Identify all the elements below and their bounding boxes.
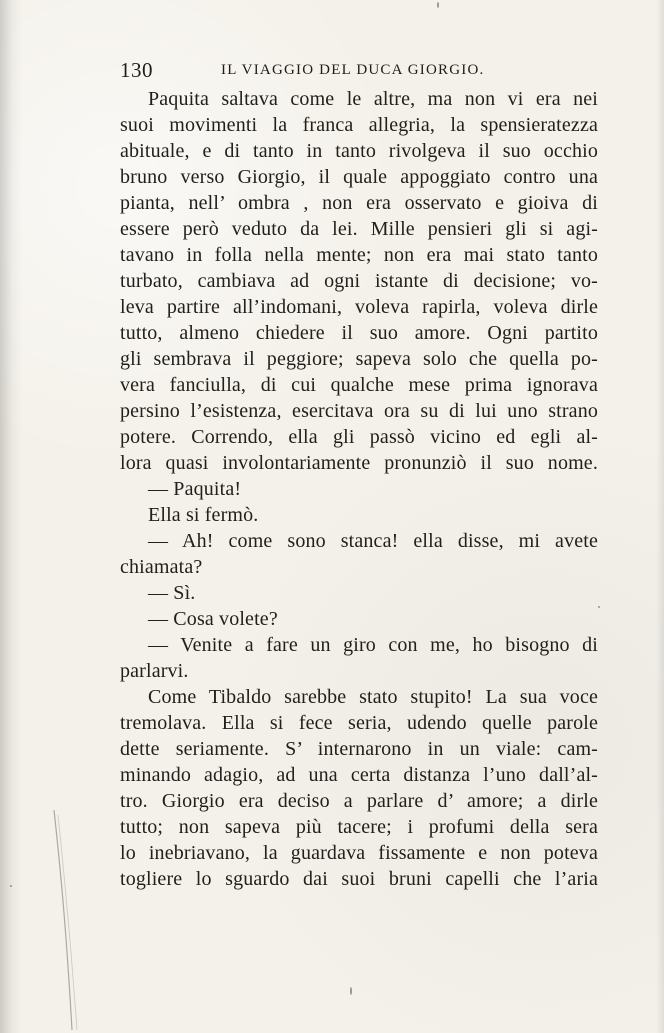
dialogue-line: — Venite a fare un giro con me, ho bisogno di [148, 634, 598, 656]
text-line: lo inebriavano, la guardava fissamente e non poteva [120, 842, 598, 864]
scan-speck [350, 987, 352, 995]
text-line: tutto; non sapeva più tacere; i profumi della sera [120, 816, 598, 838]
text-line: Ella si fermò. [148, 504, 259, 526]
text-line: pianta, nell’ ombra , non era osservato e gioiva di [120, 192, 598, 214]
text-line: Come Tibaldo sarebbe stato stupito! La sua voce [148, 686, 598, 708]
scan-speck [598, 606, 600, 608]
scan-speck [437, 2, 439, 8]
text-line: tremolava. Ella si fece seria, udendo quelle parole [120, 712, 598, 734]
text-line: tutto, almeno chiedere il suo amore. Ogni partito [120, 322, 598, 344]
text-line: leva partire all’indomani, voleva rapirla, voleva dirle [120, 296, 598, 318]
page-fold-mark-drawing [50, 810, 88, 1030]
page-binding-shadow [0, 0, 22, 1033]
text-line: gli sembrava il peggiore; sapeva solo che quella po- [120, 348, 598, 370]
text-line: suoi movimenti la franca allegria, la spensieratezza [120, 114, 598, 136]
text-line: essere però veduto da lei. Mille pensieri gli si agi- [120, 218, 598, 240]
dialogue-line: — Ah! come sono stanca! ella disse, mi avete [148, 530, 598, 552]
text-line: bruno verso Giorgio, il quale appoggiato contro una [120, 166, 598, 188]
text-line: turbato, cambiava ad ogni istante di decisione; vo- [120, 270, 598, 292]
page-right-edge-shadow [656, 0, 664, 1033]
running-title: IL VIAGGIO DEL DUCA GIORGIO. [221, 62, 485, 78]
text-line: dette seriamente. S’ internarono in un viale: cam- [120, 738, 598, 760]
dialogue-line: — Paquita! [148, 478, 242, 500]
text-line: abituale, e di tanto in tanto rivolgeva il suo occhio [120, 140, 598, 162]
dialogue-line: — Cosa volete? [148, 608, 278, 630]
page-header [120, 58, 570, 88]
scan-speck [10, 885, 12, 887]
text-line: togliere lo sguardo dai suoi bruni capelli che l’aria [120, 868, 598, 890]
page-fold-mark [50, 810, 88, 1030]
text-line: parlarvi. [120, 660, 189, 682]
text-line: persino l’esistenza, esercitava ora su di lui uno strano [120, 400, 598, 422]
text-line: potere. Correndo, ella gli passò vicino ed egli al- [120, 426, 598, 448]
text-line: Paquita saltava come le altre, ma non vi era nei [148, 88, 598, 110]
text-line: tro. Giorgio era deciso a parlare d’ amore; a dirle [120, 790, 598, 812]
dialogue-line: — Sì. [148, 582, 196, 604]
text-line: tavano in folla nella mente; non era mai stato tanto [120, 244, 598, 266]
text-line: lora quasi involontariamente pronunziò il suo nome. [120, 452, 598, 474]
text-line: vera fanciulla, di cui qualche mese prima ignorava [120, 374, 598, 396]
page-number: 130 [120, 58, 153, 82]
text-line: minando adagio, ad una certa distanza l’uno dall’al- [120, 764, 598, 786]
text-line: chiamata? [120, 556, 203, 578]
